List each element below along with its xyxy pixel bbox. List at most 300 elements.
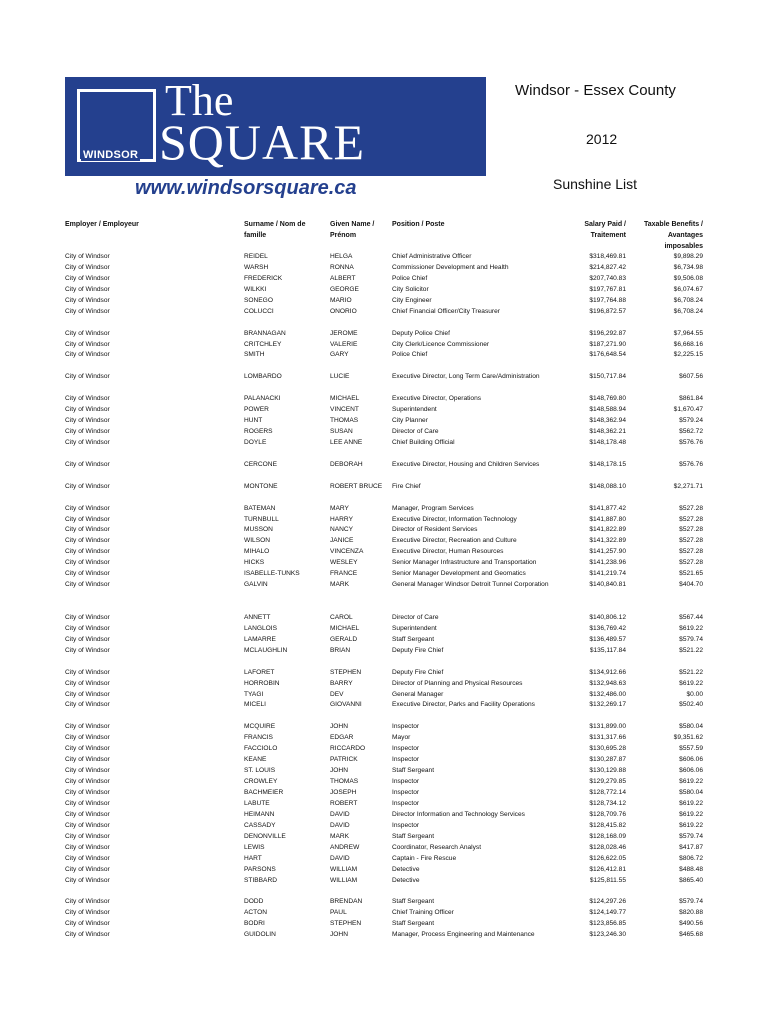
salary-cell: $135,117.84 bbox=[589, 646, 626, 654]
given-name-cell: JEROME bbox=[330, 329, 358, 337]
table-row bbox=[0, 788, 768, 799]
employer-cell: City of Windsor bbox=[65, 428, 110, 436]
salary-cell: $176,648.54 bbox=[589, 351, 626, 359]
position-cell: Executive Director, Long Term Care/Administration bbox=[392, 373, 540, 381]
logo-square-text: SQUARE bbox=[159, 114, 366, 170]
table-row bbox=[0, 274, 768, 285]
given-name-cell: STEPHEN bbox=[330, 668, 362, 676]
employer-cell: City of Windsor bbox=[65, 821, 110, 829]
given-name-cell: PATRICK bbox=[330, 756, 358, 764]
table-row bbox=[0, 854, 768, 865]
surname-cell: HICKS bbox=[244, 559, 265, 567]
surname-cell: COLUCCI bbox=[244, 307, 274, 315]
benefits-cell: $6,708.24 bbox=[673, 296, 703, 304]
benefits-cell: $580.04 bbox=[679, 789, 703, 796]
surname-cell: KEANE bbox=[244, 756, 267, 764]
position-cell: City Solicitor bbox=[392, 285, 429, 293]
given-name-cell: RONNA bbox=[330, 263, 354, 271]
benefits-cell: $527.28 bbox=[679, 504, 703, 512]
position-cell: Chief Financial Officer/City Treasurer bbox=[392, 307, 500, 315]
salary-cell: $148,178.48 bbox=[589, 438, 626, 446]
employer-cell: City of Windsor bbox=[65, 668, 110, 676]
given-name-cell: HARRY bbox=[330, 515, 353, 523]
surname-cell: GUIDOLIN bbox=[244, 931, 276, 939]
benefits-cell: $6,668.16 bbox=[673, 340, 703, 348]
salary-cell: $196,872.57 bbox=[589, 307, 626, 315]
benefits-cell: $6,708.24 bbox=[673, 307, 703, 315]
benefits-cell: $580.04 bbox=[679, 723, 703, 731]
position-cell: Staff Sergeant bbox=[392, 832, 435, 840]
employer-cell: City of Windsor bbox=[65, 526, 110, 534]
surname-cell: SONEGO bbox=[244, 296, 273, 304]
given-name-cell: HELGA bbox=[330, 253, 353, 260]
given-name-cell: DEBORAH bbox=[330, 460, 363, 468]
benefits-cell: $521.22 bbox=[679, 646, 703, 654]
table-row bbox=[0, 744, 768, 755]
given-name-cell: FRANCE bbox=[330, 570, 358, 578]
employer-cell: City of Windsor bbox=[65, 920, 110, 928]
surname-cell: DODD bbox=[244, 898, 264, 906]
position-cell: Executive Director, Operations bbox=[392, 395, 482, 403]
salary-cell: $126,622.05 bbox=[589, 854, 626, 862]
benefits-cell: $404.70 bbox=[679, 581, 703, 589]
salary-cell: $134,912.66 bbox=[589, 668, 626, 676]
given-name-cell: MARIO bbox=[330, 296, 352, 304]
given-name-cell: CAROL bbox=[330, 613, 353, 621]
group-spacer bbox=[0, 657, 768, 668]
salary-cell: $148,362.94 bbox=[589, 417, 626, 425]
benefits-cell: $820.88 bbox=[679, 909, 703, 917]
position-cell: Deputy Police Chief bbox=[392, 329, 450, 337]
employer-cell: City of Windsor bbox=[65, 296, 110, 304]
position-cell: Executive Director, Recreation and Culture bbox=[392, 537, 517, 545]
table-row bbox=[0, 340, 768, 351]
given-name-cell: GEORGE bbox=[330, 285, 359, 293]
employer-cell: City of Windsor bbox=[65, 548, 110, 556]
surname-cell: GALVIN bbox=[244, 581, 268, 589]
table-row bbox=[0, 438, 768, 449]
benefits-cell: $606.06 bbox=[679, 767, 703, 775]
employer-cell: City of Windsor bbox=[65, 767, 110, 775]
given-name-cell: JOHN bbox=[330, 723, 348, 731]
position-cell: Director of Resident Services bbox=[392, 526, 478, 534]
table-row bbox=[0, 263, 768, 274]
surname-cell: HUNT bbox=[244, 417, 263, 425]
employer-cell: City of Windsor bbox=[65, 504, 110, 512]
surname-cell: WARSH bbox=[244, 263, 269, 271]
given-name-cell: JOHN bbox=[330, 931, 348, 939]
position-cell: Director of Care bbox=[392, 613, 439, 621]
benefits-cell: $576.76 bbox=[679, 438, 703, 446]
employer-cell: City of Windsor bbox=[65, 581, 110, 589]
salary-cell: $141,322.89 bbox=[589, 537, 626, 545]
employer-cell: City of Windsor bbox=[65, 274, 110, 282]
surname-cell: HORROBIN bbox=[244, 679, 280, 687]
table-row bbox=[0, 777, 768, 788]
salary-cell: $196,292.87 bbox=[589, 329, 626, 337]
benefits-cell: $1,670.47 bbox=[673, 406, 703, 414]
position-cell: Detective bbox=[392, 876, 420, 884]
employer-cell: City of Windsor bbox=[65, 854, 110, 862]
employer-cell: City of Windsor bbox=[65, 734, 110, 742]
salary-cell: $197,767.81 bbox=[589, 285, 626, 293]
employer-cell: City of Windsor bbox=[65, 329, 110, 337]
surname-cell: HEIMANN bbox=[244, 810, 275, 818]
given-name-cell: GERALD bbox=[330, 635, 358, 643]
benefits-cell: $465.68 bbox=[679, 931, 703, 939]
salary-cell: $131,899.00 bbox=[589, 723, 626, 731]
position-cell: Chief Administrative Officer bbox=[392, 253, 472, 260]
position-cell: Executive Director, Human Resources bbox=[392, 548, 504, 556]
table-row bbox=[0, 635, 768, 646]
table-row bbox=[0, 580, 768, 602]
table-row bbox=[0, 668, 768, 679]
position-cell: Manager, Program Services bbox=[392, 504, 474, 512]
position-cell: Deputy Fire Chief bbox=[392, 668, 444, 676]
table-row bbox=[0, 624, 768, 635]
position-cell: Inspector bbox=[392, 745, 420, 753]
employer-cell: City of Windsor bbox=[65, 810, 110, 818]
surname-cell: ST. LOUIS bbox=[244, 767, 276, 775]
employer-cell: City of Windsor bbox=[65, 570, 110, 578]
surname-cell: MCLAUGHLIN bbox=[244, 646, 288, 654]
surname-cell: MIHALO bbox=[244, 548, 270, 556]
given-name-cell: VINCENT bbox=[330, 406, 359, 414]
surname-cell: DOYLE bbox=[244, 438, 267, 446]
given-name-cell: BARRY bbox=[330, 679, 353, 687]
position-cell: Captain - Fire Rescue bbox=[392, 854, 457, 862]
employer-cell: City of Windsor bbox=[65, 351, 110, 359]
table-row bbox=[0, 679, 768, 690]
table-row bbox=[0, 525, 768, 536]
salary-cell: $130,287.87 bbox=[589, 756, 626, 764]
surname-cell: BACHMEIER bbox=[244, 789, 284, 796]
surname-cell: SMITH bbox=[244, 351, 265, 359]
header-benefits: Taxable Benefits / Avantages imposables bbox=[643, 221, 703, 250]
surname-cell: CRITCHLEY bbox=[244, 340, 282, 348]
salary-cell: $132,486.00 bbox=[589, 690, 626, 698]
position-cell: Police Chief bbox=[392, 274, 428, 282]
given-name-cell: WESLEY bbox=[330, 559, 358, 567]
header-given-name: Given Name / Prénom bbox=[330, 221, 375, 239]
salary-cell: $148,088.10 bbox=[589, 482, 626, 490]
employer-cell: City of Windsor bbox=[65, 438, 110, 446]
group-spacer bbox=[0, 886, 768, 897]
given-name-cell: MICHAEL bbox=[330, 624, 360, 632]
position-cell: Manager, Process Engineering and Maintenance bbox=[392, 931, 535, 939]
benefits-cell: $619.22 bbox=[679, 778, 703, 786]
surname-cell: LOMBARDO bbox=[244, 373, 282, 381]
salary-cell: $125,811.55 bbox=[589, 876, 626, 884]
table-row bbox=[0, 865, 768, 876]
group-spacer bbox=[0, 318, 768, 329]
benefits-cell: $7,964.55 bbox=[673, 329, 703, 337]
employer-cell: City of Windsor bbox=[65, 778, 110, 786]
salary-cell: $141,877.42 bbox=[589, 504, 626, 512]
given-name-cell: ALBERT bbox=[330, 274, 356, 282]
employer-cell: City of Windsor bbox=[65, 537, 110, 545]
surname-cell: LEWIS bbox=[244, 843, 265, 851]
surname-cell: WILKKI bbox=[244, 285, 267, 293]
employer-cell: City of Windsor bbox=[65, 263, 110, 271]
given-name-cell: MARK bbox=[330, 832, 350, 840]
surname-cell: FREDERICK bbox=[244, 274, 283, 282]
surname-cell: DENONVILLE bbox=[244, 832, 286, 840]
surname-cell: CERCONE bbox=[244, 460, 277, 468]
benefits-cell: $9,898.29 bbox=[673, 253, 703, 260]
table-row bbox=[0, 460, 768, 482]
table-row bbox=[0, 843, 768, 854]
position-cell: Director of Care bbox=[392, 428, 439, 436]
benefits-cell: $9,351.62 bbox=[673, 734, 703, 742]
position-cell: Fire Chief bbox=[392, 482, 421, 490]
table-row bbox=[0, 919, 768, 930]
salary-cell: $130,695.28 bbox=[589, 745, 626, 753]
given-name-cell: RICCARDO bbox=[330, 745, 366, 753]
given-name-cell: ANDREW bbox=[330, 843, 360, 851]
position-cell: Superintendent bbox=[392, 406, 437, 414]
benefits-cell: $567.44 bbox=[679, 613, 703, 621]
header-position: Position / Poste bbox=[392, 221, 445, 228]
table-row bbox=[0, 897, 768, 908]
table-row bbox=[0, 307, 768, 318]
position-cell: Staff Sergeant bbox=[392, 920, 435, 928]
surname-cell: LANGLOIS bbox=[244, 624, 277, 632]
position-cell: Superintendent bbox=[392, 624, 437, 632]
table-row bbox=[0, 690, 768, 701]
salary-cell: $187,271.90 bbox=[589, 340, 626, 348]
employer-cell: City of Windsor bbox=[65, 559, 110, 567]
list-title: Sunshine List bbox=[553, 176, 638, 192]
benefits-cell: $606.06 bbox=[679, 756, 703, 764]
given-name-cell: EDGAR bbox=[330, 734, 354, 742]
position-cell: General Manager Windsor Detroit Tunnel Corporation bbox=[392, 581, 549, 589]
given-name-cell: STEPHEN bbox=[330, 920, 362, 928]
given-name-cell: DAVID bbox=[330, 821, 350, 829]
salary-cell: $129,279.85 bbox=[589, 778, 626, 786]
salary-cell: $123,856.85 bbox=[589, 920, 626, 928]
table-row bbox=[0, 536, 768, 547]
salary-cell: $141,219.74 bbox=[589, 570, 626, 578]
salary-cell: $123,246.30 bbox=[589, 931, 626, 939]
salary-cell: $131,317.66 bbox=[589, 734, 626, 742]
given-name-cell: THOMAS bbox=[330, 417, 359, 425]
surname-cell: HART bbox=[244, 854, 262, 862]
table-row bbox=[0, 394, 768, 405]
salary-cell: $128,168.09 bbox=[589, 832, 626, 840]
given-name-cell: DAVID bbox=[330, 810, 350, 818]
employer-cell: City of Windsor bbox=[65, 395, 110, 403]
benefits-cell: $619.22 bbox=[679, 821, 703, 829]
position-cell: Executive Director, Information Technology bbox=[392, 515, 517, 523]
salary-cell: $124,149.77 bbox=[589, 909, 626, 917]
logo-the-text: The bbox=[165, 76, 234, 125]
benefits-cell: $619.22 bbox=[679, 799, 703, 807]
position-cell: City Clerk/Licence Commissioner bbox=[392, 340, 490, 348]
given-name-cell: JANICE bbox=[330, 537, 354, 545]
employer-cell: City of Windsor bbox=[65, 253, 110, 260]
benefits-cell: $806.72 bbox=[679, 854, 703, 862]
position-cell: Mayor bbox=[392, 734, 411, 742]
surname-cell: MONTONE bbox=[244, 482, 278, 490]
surname-cell: CROWLEY bbox=[244, 778, 278, 786]
employer-cell: City of Windsor bbox=[65, 876, 110, 884]
salary-cell: $148,769.80 bbox=[589, 395, 626, 403]
position-cell: Chief Training Officer bbox=[392, 909, 454, 917]
table-row bbox=[0, 296, 768, 307]
table-row bbox=[0, 646, 768, 657]
surname-cell: ANNETT bbox=[244, 613, 271, 621]
surname-cell: FRANCIS bbox=[244, 734, 273, 742]
table-row bbox=[0, 285, 768, 296]
header-employer: Employer / Employeur bbox=[65, 221, 139, 228]
salary-cell: $318,469.81 bbox=[589, 253, 626, 260]
benefits-cell: $527.28 bbox=[679, 515, 703, 523]
benefits-cell: $521.65 bbox=[679, 570, 703, 578]
given-name-cell: NANCY bbox=[330, 526, 354, 534]
table-row bbox=[0, 930, 768, 941]
table-row bbox=[0, 876, 768, 887]
employer-cell: City of Windsor bbox=[65, 931, 110, 939]
surname-cell: PARSONS bbox=[244, 865, 276, 873]
position-cell: Inspector bbox=[392, 799, 420, 807]
given-name-cell: ROBERT BRUCE bbox=[330, 482, 383, 490]
salary-cell: $140,806.12 bbox=[589, 613, 626, 621]
surname-cell: ROGERS bbox=[244, 428, 273, 436]
table-row bbox=[0, 515, 768, 526]
surname-cell: BODRI bbox=[244, 920, 265, 928]
table-row bbox=[0, 547, 768, 558]
given-name-cell: JOSEPH bbox=[330, 789, 357, 796]
surname-cell: MICELI bbox=[244, 701, 266, 709]
surname-cell: TYAGI bbox=[244, 690, 264, 698]
position-cell: Inspector bbox=[392, 778, 420, 786]
surname-cell: CASSADY bbox=[244, 821, 276, 829]
given-name-cell: PAUL bbox=[330, 909, 347, 917]
header-surname: Surname / Nom de famille bbox=[244, 221, 306, 239]
logo-box-label: WINDSOR bbox=[83, 149, 139, 161]
surname-cell: FACCIOLO bbox=[244, 745, 278, 753]
benefits-cell: $490.56 bbox=[679, 920, 703, 928]
benefits-cell: $0.00 bbox=[686, 690, 703, 698]
position-cell: Coordinator, Research Analyst bbox=[392, 843, 482, 851]
benefits-cell: $6,734.98 bbox=[673, 263, 703, 271]
position-cell: Police Chief bbox=[392, 351, 428, 359]
given-name-cell: JOHN bbox=[330, 767, 348, 775]
salary-cell: $207,740.83 bbox=[589, 274, 626, 282]
benefits-cell: $527.28 bbox=[679, 537, 703, 545]
group-spacer bbox=[0, 493, 768, 504]
benefits-cell: $579.74 bbox=[679, 898, 703, 906]
table-row bbox=[0, 733, 768, 744]
benefits-cell: $527.28 bbox=[679, 548, 703, 556]
benefits-cell: $2,225.15 bbox=[673, 351, 703, 359]
position-cell: Staff Sergeant bbox=[392, 767, 435, 775]
surname-cell: PALANACKI bbox=[244, 395, 281, 403]
benefits-cell: $576.76 bbox=[679, 460, 703, 468]
header-salary: Salary Paid / Traitement bbox=[584, 221, 626, 239]
employer-cell: City of Windsor bbox=[65, 701, 110, 709]
table-row bbox=[0, 350, 768, 361]
position-cell: General Manager bbox=[392, 690, 444, 698]
employer-cell: City of Windsor bbox=[65, 460, 110, 468]
surname-cell: LAFORET bbox=[244, 668, 275, 676]
salary-cell: $126,412.81 bbox=[589, 865, 626, 873]
position-cell: Staff Sergeant bbox=[392, 635, 435, 643]
salary-cell: $132,269.17 bbox=[589, 701, 626, 709]
employer-cell: City of Windsor bbox=[65, 285, 110, 293]
table-row bbox=[0, 908, 768, 919]
table-row bbox=[0, 416, 768, 427]
table-row bbox=[0, 482, 768, 493]
surname-cell: WILSON bbox=[244, 537, 271, 545]
benefits-cell: $488.48 bbox=[679, 865, 703, 873]
group-spacer bbox=[0, 449, 768, 460]
position-cell: Commissioner Development and Health bbox=[392, 263, 509, 271]
surname-cell: LAMARRE bbox=[244, 635, 276, 643]
employer-cell: City of Windsor bbox=[65, 832, 110, 840]
banner-url: www.windsorsquare.ca bbox=[135, 177, 357, 199]
employer-cell: City of Windsor bbox=[65, 635, 110, 643]
benefits-cell: $6,074.67 bbox=[673, 285, 703, 293]
salary-cell: $197,764.88 bbox=[589, 296, 626, 304]
benefits-cell: $607.56 bbox=[679, 373, 703, 381]
employer-cell: City of Windsor bbox=[65, 789, 110, 796]
given-name-cell: MARK bbox=[330, 581, 350, 589]
salary-cell: $214,827.42 bbox=[589, 263, 626, 271]
employer-cell: City of Windsor bbox=[65, 340, 110, 348]
given-name-cell: MARY bbox=[330, 504, 349, 512]
salary-cell: $141,887.80 bbox=[589, 515, 626, 523]
employer-cell: City of Windsor bbox=[65, 646, 110, 654]
given-name-cell: VINCENZA bbox=[330, 548, 364, 556]
surname-cell: BRANNAGAN bbox=[244, 329, 286, 337]
position-cell: Inspector bbox=[392, 723, 420, 731]
region-title: Windsor - Essex County bbox=[515, 82, 676, 99]
given-name-cell: SUSAN bbox=[330, 428, 353, 436]
given-name-cell: WILLIAM bbox=[330, 865, 358, 873]
employer-cell: City of Windsor bbox=[65, 723, 110, 731]
given-name-cell: THOMAS bbox=[330, 778, 359, 786]
benefits-cell: $502.40 bbox=[679, 701, 703, 709]
salary-cell: $130,129.88 bbox=[589, 767, 626, 775]
position-cell: Executive Director, Housing and Children Services bbox=[392, 460, 540, 468]
table-row bbox=[0, 613, 768, 624]
salary-cell: $141,822.89 bbox=[589, 526, 626, 534]
employer-cell: City of Windsor bbox=[65, 373, 110, 381]
given-name-cell: BRENDAN bbox=[330, 898, 363, 906]
benefits-cell: $521.22 bbox=[679, 668, 703, 676]
employer-cell: City of Windsor bbox=[65, 745, 110, 753]
table-row bbox=[0, 810, 768, 821]
employer-cell: City of Windsor bbox=[65, 898, 110, 906]
surname-cell: TURNBULL bbox=[244, 515, 279, 523]
surname-cell: MCQUIRE bbox=[244, 723, 276, 731]
salary-cell: $148,588.94 bbox=[589, 406, 626, 414]
given-name-cell: GARY bbox=[330, 351, 349, 359]
given-name-cell: DAVID bbox=[330, 854, 350, 862]
benefits-cell: $619.22 bbox=[679, 810, 703, 818]
surname-cell: LABUTE bbox=[244, 799, 270, 807]
table-row bbox=[0, 504, 768, 515]
given-name-cell: ONORIO bbox=[330, 307, 357, 315]
given-name-cell: LEE ANNE bbox=[330, 438, 363, 446]
benefits-cell: $527.28 bbox=[679, 526, 703, 534]
position-cell: Chief Building Official bbox=[392, 438, 455, 446]
salary-cell: $128,772.14 bbox=[589, 789, 626, 796]
employer-cell: City of Windsor bbox=[65, 843, 110, 851]
employer-cell: City of Windsor bbox=[65, 756, 110, 764]
